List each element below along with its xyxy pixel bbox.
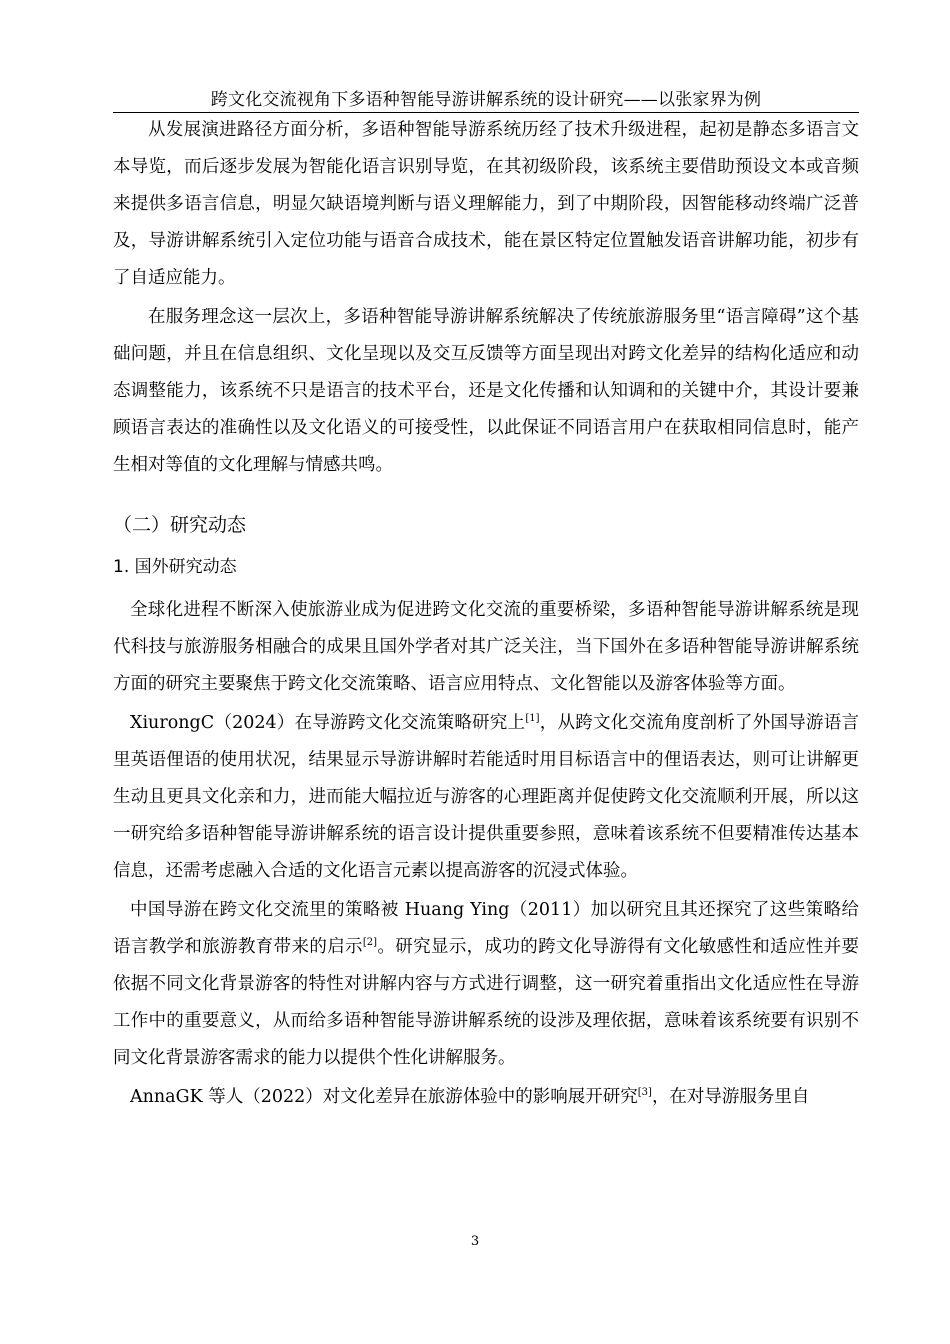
page-number: 3 [470,1234,480,1249]
paragraph-xiurong [113,705,859,890]
citation-ref: [3] [637,1087,652,1099]
subsection-heading: 1. 国外研究动态 [113,557,237,577]
section-heading: （二）研究动态 [113,514,247,536]
paragraph-huang-ying [113,892,859,1077]
page-body [113,112,859,1116]
paragraph-text: XiurongC（2024）在导游跨文化交流策略研究上 [130,713,526,733]
paragraph-text: AnnaGK 等人（2022）对文化差异在旅游体验中的影响展开研究 [130,1087,638,1107]
paragraph-text: 中国导游在跨文化交流里的策略被 Huang Ying（2011）加以研究且其还探究了这些策略给语言教学和旅游教育带来的启示 [113,900,859,957]
paragraph-service-concept: 在服务理念这一层次上，多语种智能导游讲解系统解决了传统旅游服务里“语言障碍”这个基础问题，并且在信息组织、文化呈现以及交互反馈等方面呈现出对跨文化差异的结构化适应和动态调整能力，该系统不只是语言的技术平台，还是文化传播和认知调和的关键中介，其设计要兼顾语言表达的准确性以及文化语义的可接受性，以此保证不同语言用户在获取相同信息时，能产生相对等值的文化理解与情感共鸣。 [113,307,859,475]
running-header: 跨文化交流视角下多语种智能导游讲解系统的设计研究——以张家界为例 [113,88,859,113]
paragraph-text: 。研究显示，成功的跨文化导游得有文化敏感性和适应性并要依据不同文化背景游客的特性对讲解内容与方式进行调整，这一研究着重指出文化适应性在导游工作中的重要意义，从而给多语种智能导游讲解系统的设涉及理依据，意味着该系统要有识别不同文化背景游客需求的能力以提供个性化讲解服务。 [113,937,860,1068]
paragraph-global-overview: 全球化进程不断深入使旅游业成为促进跨文化交流的重要桥梁，多语种智能导游讲解系统是现代科技与旅游服务相融合的成果且国外学者对其广泛关注，当下国外在多语种智能导游讲解系统方面的研究主要聚焦于跨文化交流策略、语言应用特点、文化智能以及游客体验等方面。 [113,600,859,694]
paragraph-text: ，在对导游服务里自 [651,1087,810,1107]
citation-ref: [2] [362,937,378,949]
citation-ref: [1] [525,713,540,725]
paragraph-anna [113,1079,859,1116]
paragraph-text: ，从跨文化交流角度剖析了外国导游语言里英语俚语的使用状况，结果显示导游讲解时若能适时用目标语言中的俚语表达，则可让讲解更生动且更具文化亲和力，进而能大幅拉近与游客的心理距离并促使跨文化交流顺利开展，所以这一研究给多语种智能导游讲解系统的语言设计提供重要参照，意味着该系统不但要精准传达基本信息，还需考虑融入合适的文化语言元素以提高游客的沉浸式体验。 [113,713,859,881]
paragraph-evolution: 从发展演进路径方面分析，多语种智能导游系统历经了技术升级进程，起初是静态多语言文本导览，而后逐步发展为智能化语言识别导览，在其初级阶段，该系统主要借助预设文本或音频来提供多语言信息，明显欠缺语境判断与语义理解能力，到了中期阶段，因智能移动终端广泛普及，导游讲解系统引入定位功能与语音合成技术，能在景区特定位置触发语音讲解功能，初步有了自适应能力。 [113,120,859,288]
